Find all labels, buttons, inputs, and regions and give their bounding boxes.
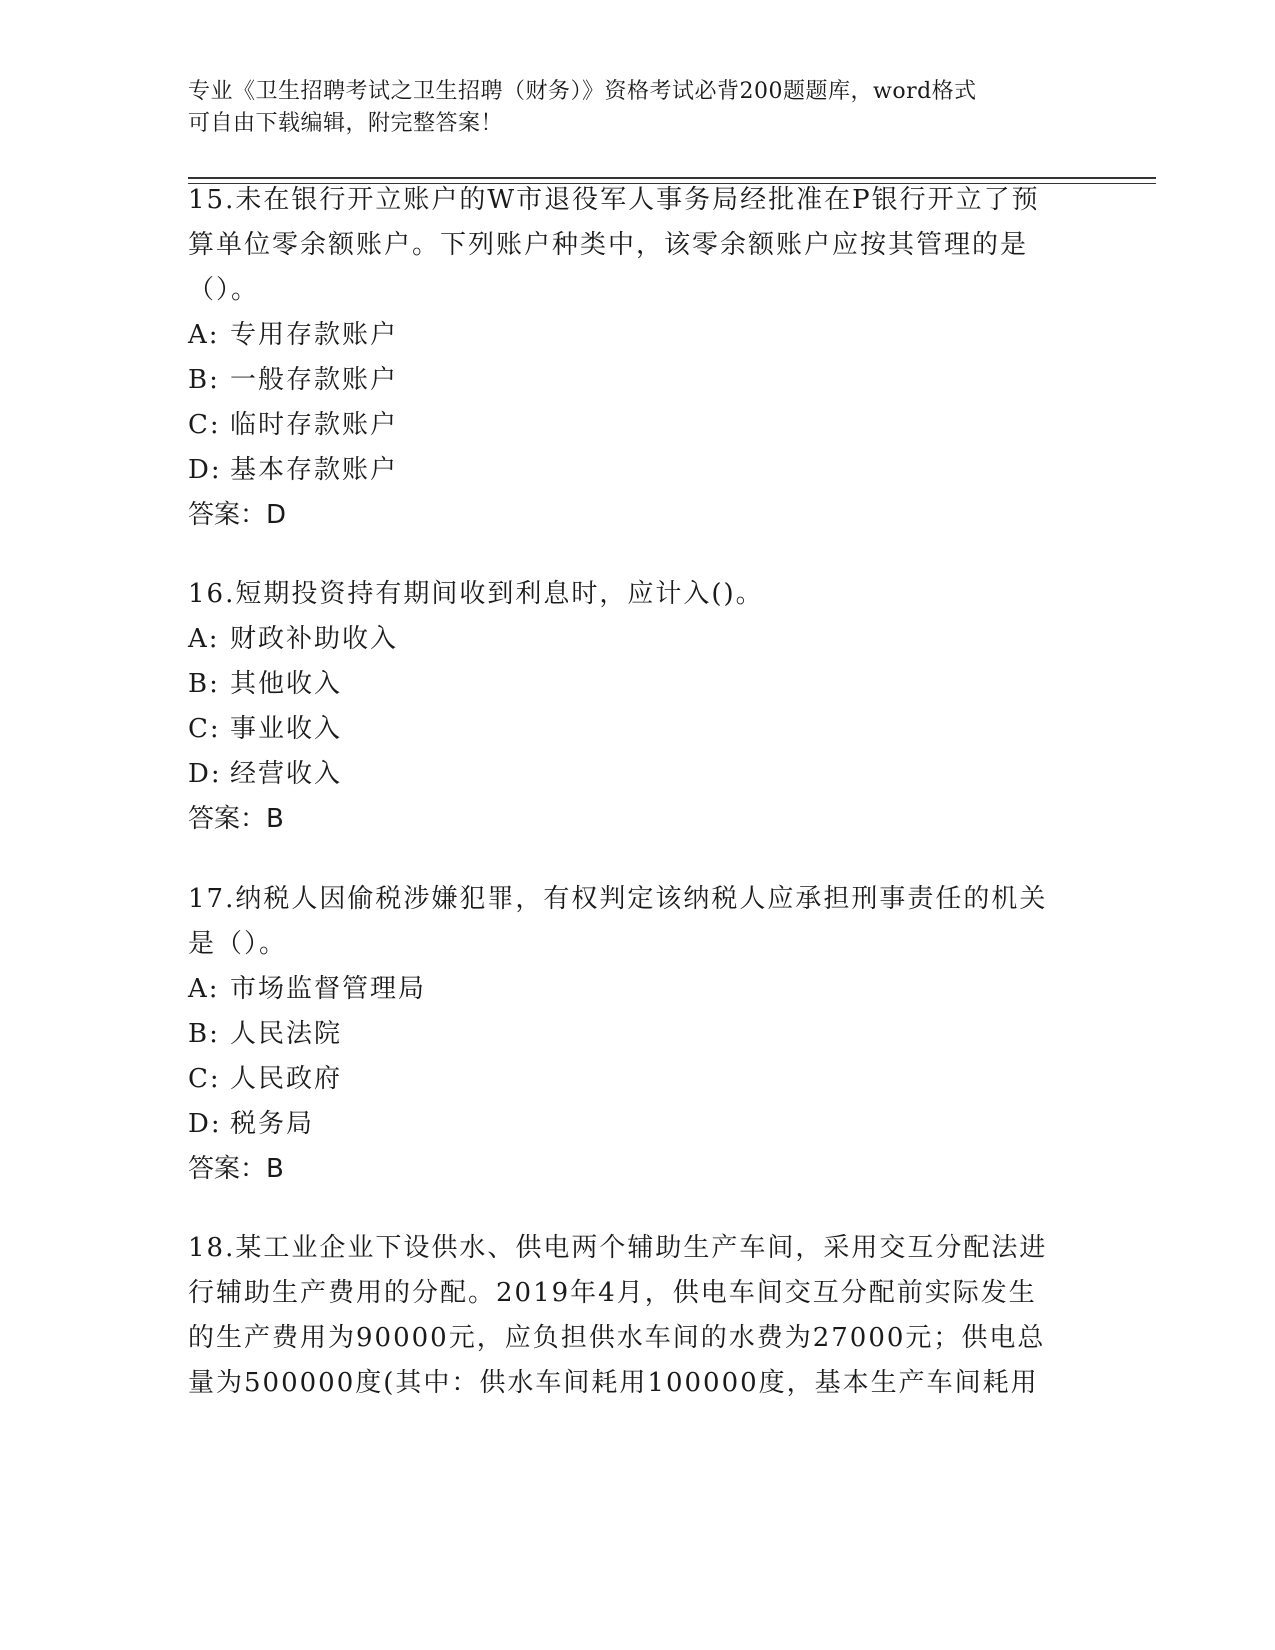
question-line: 量为500000度(其中：供水车间耗用100000度，基本生产车间耗用 [188, 1368, 1039, 1398]
option-letter: C: [188, 410, 221, 440]
option-letter: A: [188, 974, 220, 1004]
question-line: 是（）。 [188, 929, 288, 959]
option-text: 经营收入 [230, 759, 343, 789]
option-d [188, 1102, 1088, 1147]
option-a [188, 313, 1088, 358]
option-text: 人民法院 [230, 1019, 343, 1049]
option-a [188, 617, 1088, 662]
answer: 答案：B [188, 804, 284, 834]
question-text [188, 178, 1088, 313]
option-letter: A: [188, 320, 220, 350]
option-text: 税务局 [230, 1109, 315, 1139]
question-17 [188, 877, 1088, 1192]
question-line: 16.短期投资持有期间收到利息时，应计入()。 [188, 579, 764, 609]
option-a [188, 967, 1088, 1012]
option-text: 临时存款账户 [230, 410, 399, 440]
option-text: 其他收入 [230, 669, 343, 699]
question-line: 的生产费用为90000元，应负担供水车间的水费为27000元；供电总 [188, 1323, 1046, 1353]
question-line: （）。 [188, 275, 260, 305]
question-line: 17.纳税人因偷税涉嫌犯罪，有权判定该纳税人应承担刑事责任的机关 [188, 884, 1048, 914]
question-16 [188, 572, 1088, 842]
option-d [188, 752, 1088, 797]
option-text: 事业收入 [230, 714, 343, 744]
option-letter: B: [188, 365, 220, 395]
option-text: 人民政府 [230, 1064, 343, 1094]
option-b [188, 1012, 1088, 1057]
option-text: 专用存款账户 [230, 320, 399, 350]
option-c [188, 1057, 1088, 1102]
option-letter: A: [188, 624, 220, 654]
answer: 答案：B [188, 1154, 284, 1184]
option-letter: D: [188, 759, 222, 789]
option-letter: B: [188, 669, 220, 699]
option-b [188, 358, 1088, 403]
document-header [188, 76, 1088, 140]
option-c [188, 707, 1088, 752]
option-d [188, 448, 1088, 493]
answer: 答案：D [188, 500, 287, 530]
question-text [188, 1226, 1088, 1406]
option-text: 基本存款账户 [230, 455, 399, 485]
question-line: 算单位零余额账户。下列账户种类中，该零余额账户应按其管理的是 [188, 230, 1029, 260]
option-text: 一般存款账户 [230, 365, 399, 395]
question-15 [188, 178, 1088, 538]
option-text: 财政补助收入 [230, 624, 399, 654]
option-letter: C: [188, 714, 221, 744]
option-letter: B: [188, 1019, 220, 1049]
question-line: 行辅助生产费用的分配。2019年4月，供电车间交互分配前实际发生 [188, 1278, 1037, 1308]
option-letter: D: [188, 1109, 222, 1139]
option-letter: D: [188, 455, 222, 485]
option-text: 市场监督管理局 [230, 974, 427, 1004]
option-c [188, 403, 1088, 448]
question-18 [188, 1226, 1088, 1406]
header-line-1: 专业《卫生招聘考试之卫生招聘（财务）》资格考试必背200题题库，word格式 [188, 79, 977, 104]
question-text [188, 572, 1088, 617]
question-line: 15.未在银行开立账户的W市退役军人事务局经批准在P银行开立了预 [188, 185, 1040, 215]
option-b [188, 662, 1088, 707]
question-line: 18.某工业企业下设供水、供电两个辅助生产车间，采用交互分配法进 [188, 1233, 1048, 1263]
header-line-2: 可自由下载编辑，附完整答案！ [188, 111, 504, 136]
question-text [188, 877, 1088, 967]
option-letter: C: [188, 1064, 221, 1094]
